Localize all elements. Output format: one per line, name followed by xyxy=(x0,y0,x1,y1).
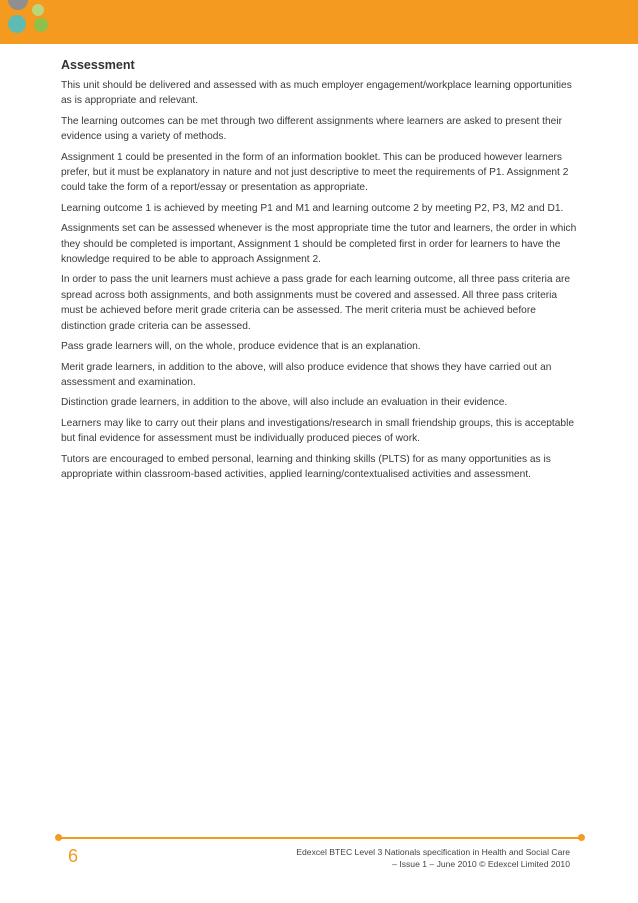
paragraph: Distinction grade learners, in addition to the above, will also include an evaluation in their evidence. xyxy=(61,397,508,409)
header-band xyxy=(0,0,638,44)
paragraph: Pass grade learners will, on the whole, produce evidence that is an explanation. xyxy=(61,341,421,353)
paragraph: Learners may like to carry out their plans and investigations/research in small friendship groups, this is acceptable but final evidence for assessment must be individually produced pieces of work. xyxy=(61,417,575,445)
paragraph: Tutors are encouraged to embed personal, learning and thinking skills (PLTS) for as many opportunities as is appropriate within classroom-based activities, applied learning/contextualised activities and assessment. xyxy=(61,453,551,480)
paragraph: This unit should be delivered and assessed with as much employer engagement/workplace learning opportunities as is appropriate and relevant. xyxy=(61,80,572,107)
paragraph: In order to pass the unit learners must achieve a pass grade for each learning outcome, all three pass criteria are spread across both assignments, and both assignments must be covered and assessed. All three pass criteria must be achieved before merit grade criteria can be assessed. The merit criteria must be achieved before distinction grade criteria can be assessed. xyxy=(61,274,571,332)
main-content xyxy=(61,58,581,487)
decorative-circle-icon xyxy=(8,15,26,33)
footer-divider xyxy=(58,837,582,839)
footer-citation xyxy=(270,846,570,870)
section-title: Assessment xyxy=(61,58,135,72)
decorative-circle-icon xyxy=(34,18,48,32)
footer-line-2: – Issue 1 – June 2010 © Edexcel Limited 2010 xyxy=(392,859,570,869)
footer-dot-icon xyxy=(578,834,585,841)
paragraph: Assignment 1 could be presented in the form of an information booklet. This can be produced however learners prefer, but it must be explanatory in nature and not just descriptive to meet the requirements of P1. Assignment 2 could take the form of a report/essay or presentation as appropriate. xyxy=(61,151,569,194)
paragraph: Merit grade learners, in addition to the above, will also produce evidence that shows they have carried out an assessment and examination. xyxy=(61,361,552,388)
paragraph: Assignments set can be assessed whenever is the most appropriate time the tutor and learners, the order in which they should be completed is important, Assignment 1 should be completed first in order for learners to have the knowledge required to be able to approach Assignment 2. xyxy=(61,223,577,266)
paragraph: The learning outcomes can be met through two different assignments where learners are asked to present their evidence using a variety of methods. xyxy=(61,115,562,143)
paragraph: Learning outcome 1 is achieved by meeting P1 and M1 and learning outcome 2 by meeting P2, P3, M2 and D1. xyxy=(61,202,564,214)
decorative-circle-icon xyxy=(32,4,44,16)
footer-dot-icon xyxy=(55,834,62,841)
page-number: 6 xyxy=(68,846,79,866)
footer-line-1: Edexcel BTEC Level 3 Nationals specification in Health and Social Care xyxy=(296,847,570,857)
